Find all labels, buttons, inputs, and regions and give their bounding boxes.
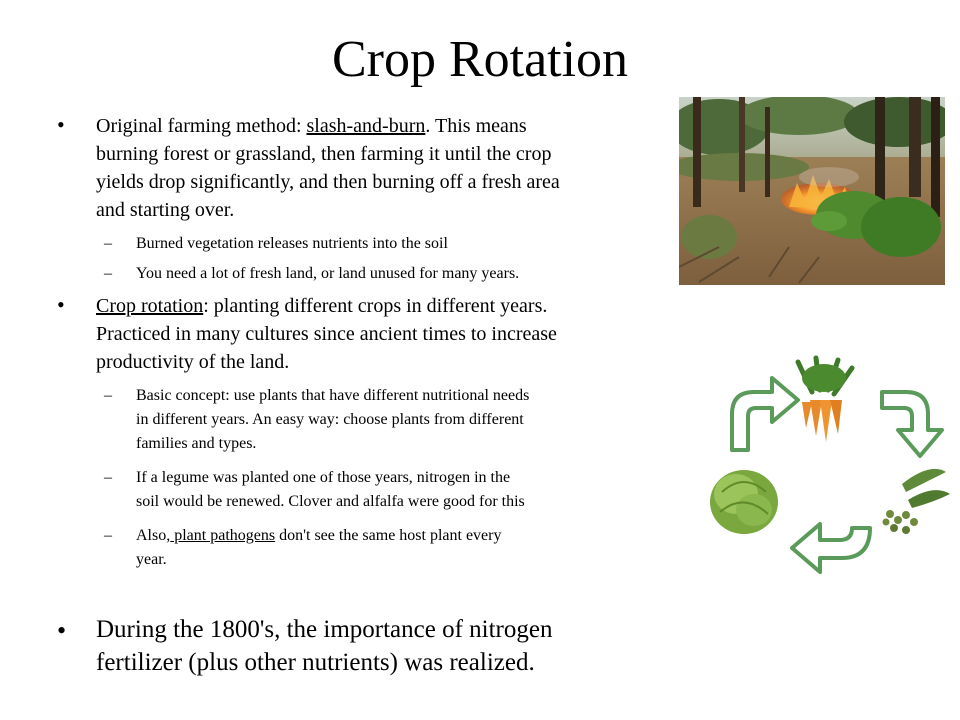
cycle-arrow-icon: [732, 378, 798, 450]
sub-2b-line2: soil would be renewed. Clover and alfalfa were good for this: [136, 493, 525, 510]
sub-2c-line2: year.: [136, 551, 167, 568]
bullet-2-line3: productivity of the land.: [96, 351, 290, 373]
dash-marker: –: [104, 387, 112, 404]
sub-2c-prefix: Also,: [136, 527, 171, 544]
sub-2a-line3: families and types.: [136, 435, 257, 452]
sub-2b-line1: If a legume was planted one of those years, nitrogen in the: [136, 469, 511, 486]
carrot-icon: [798, 358, 852, 442]
dash-marker: –: [104, 235, 112, 252]
bullet-3-text: [96, 613, 552, 679]
crop-rotation-cycle-diagram: [702, 352, 952, 580]
sub-bullet-1a: Burned vegetation releases nutrients into the soil: [136, 235, 448, 252]
cycle-arrow-icon: [792, 524, 870, 572]
lettuce-icon: [710, 470, 778, 534]
sub-bullet-2a: [136, 384, 529, 456]
sub-2a-line2: in different years. An easy way: choose plants from different: [136, 411, 524, 428]
pea-pod-icon: [883, 469, 951, 534]
bullet-2-line2: Practiced in many cultures since ancient times to increase: [96, 323, 557, 345]
sub-bullet-2c: [136, 524, 501, 572]
bullet-marker: •: [57, 616, 67, 645]
bullet-1-line2: burning forest or grassland, then farming it until the crop: [96, 143, 552, 165]
crop-rotation-term: Crop rotation: [96, 295, 204, 317]
bullet-1-line3: yields drop significantly, and then burning off a fresh area: [96, 171, 560, 193]
bullet-1-line4: and starting over.: [96, 199, 235, 221]
slash-and-burn-photo: [679, 97, 945, 285]
bullet-1-rest: . This means: [425, 115, 527, 137]
sub-2c-rest: don't see the same host plant every: [275, 527, 502, 544]
cycle-illustration: [702, 352, 952, 580]
bullet-2-text: [96, 292, 557, 376]
dash-marker: –: [104, 265, 112, 282]
bullet-1-text: [96, 112, 560, 224]
bullet-3-line2: fertilizer (plus other nutrients) was realized.: [96, 649, 535, 676]
slide-title: Crop Rotation: [331, 31, 629, 88]
dash-marker: –: [104, 469, 112, 486]
sub-2a-line1: Basic concept: use plants that have different nutritional needs: [136, 387, 530, 404]
bullet-marker: •: [57, 112, 65, 137]
sub-bullet-2b: [136, 466, 525, 514]
slash-and-burn-term: slash-and-burn: [306, 115, 426, 137]
bullet-3-line1: During the 1800's, the importance of nitrogen: [96, 616, 553, 643]
sub-bullet-1b: You need a lot of fresh land, or land unused for many years.: [136, 265, 520, 282]
cycle-arrow-icon: [882, 392, 942, 456]
bullet-marker: •: [57, 292, 65, 317]
plant-pathogens-term: plant pathogens: [170, 527, 276, 544]
bullet-2-rest: : planting different crops in different years.: [203, 295, 548, 317]
photo-illustration: [679, 97, 945, 285]
dash-marker: –: [104, 527, 112, 544]
bullet-1-prefix: Original farming method:: [96, 115, 307, 137]
